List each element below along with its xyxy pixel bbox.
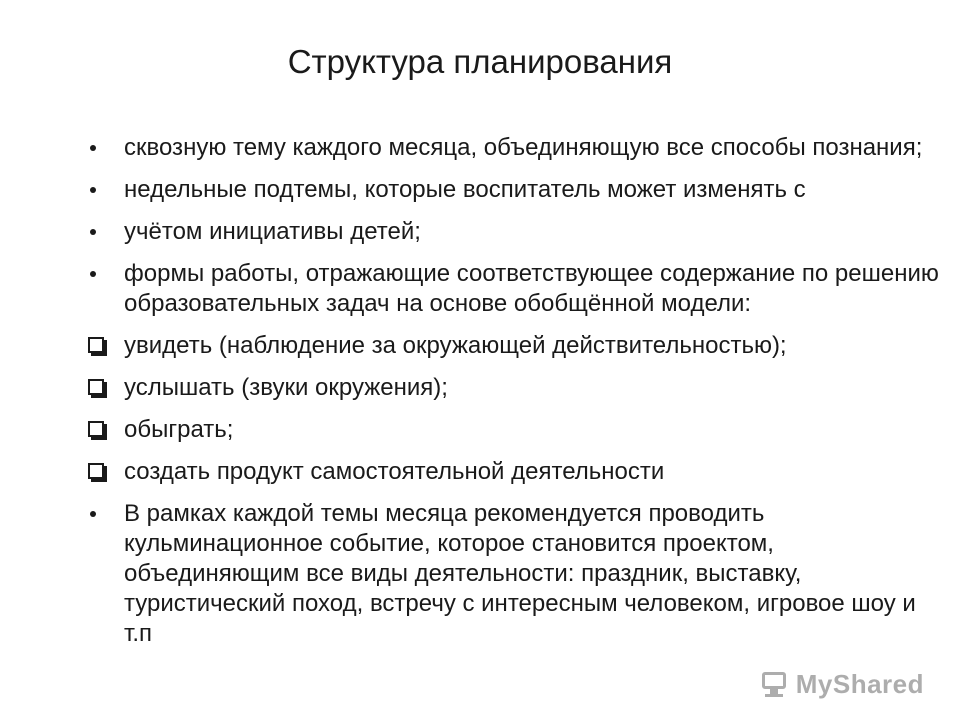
list-item — [84, 259, 944, 319]
list-item — [84, 133, 944, 163]
checkbox-icon — [88, 457, 108, 487]
list-item — [84, 217, 944, 247]
list-item — [84, 373, 944, 403]
watermark-logo — [760, 669, 924, 700]
slide-title: Структура планирования — [287, 43, 673, 80]
list-item-text: услышать (звуки окружения); — [124, 374, 448, 401]
list-item-text: учётом инициативы детей; — [124, 218, 421, 245]
list-item — [84, 415, 944, 445]
list-item-text: формы работы, отражающие соответствующее содержание по решению образовательных задач на основе обобщённой модели: — [124, 260, 939, 317]
watermark-text: MyShared — [795, 669, 924, 699]
list-item-text: сквозную тему каждого месяца, объединяющую все способы познания; — [124, 134, 923, 161]
checkbox-icon — [88, 373, 108, 403]
list-item-text: создать продукт самостоятельной деятельности — [124, 458, 665, 485]
list-item-text: увидеть (наблюдение за окружающей действительностью); — [124, 332, 787, 359]
checkbox-icon — [88, 331, 108, 361]
list-item — [84, 457, 944, 487]
bullet-icon — [88, 133, 108, 163]
list-item-text: недельные подтемы, которые воспитатель может изменять с — [124, 176, 806, 203]
list-item-text: обыграть; — [124, 416, 234, 443]
checkbox-icon — [88, 415, 108, 445]
list-item — [84, 331, 944, 361]
list-item — [84, 175, 944, 205]
bullet-icon — [88, 175, 108, 205]
list-item — [84, 499, 944, 649]
bullet-icon — [88, 217, 108, 247]
bullet-icon — [88, 259, 108, 289]
list-item-text: В рамках каждой темы месяца рекомендуется проводить кульминационное событие, которое становится проектом, объединяющим все виды деятельности: праздник, выставку, туристический поход, встречу с интересным человеком, игровое шоу и т.п — [124, 500, 916, 647]
monitor-icon — [760, 672, 790, 698]
bullet-icon — [88, 499, 108, 529]
bullet-list — [84, 133, 944, 661]
